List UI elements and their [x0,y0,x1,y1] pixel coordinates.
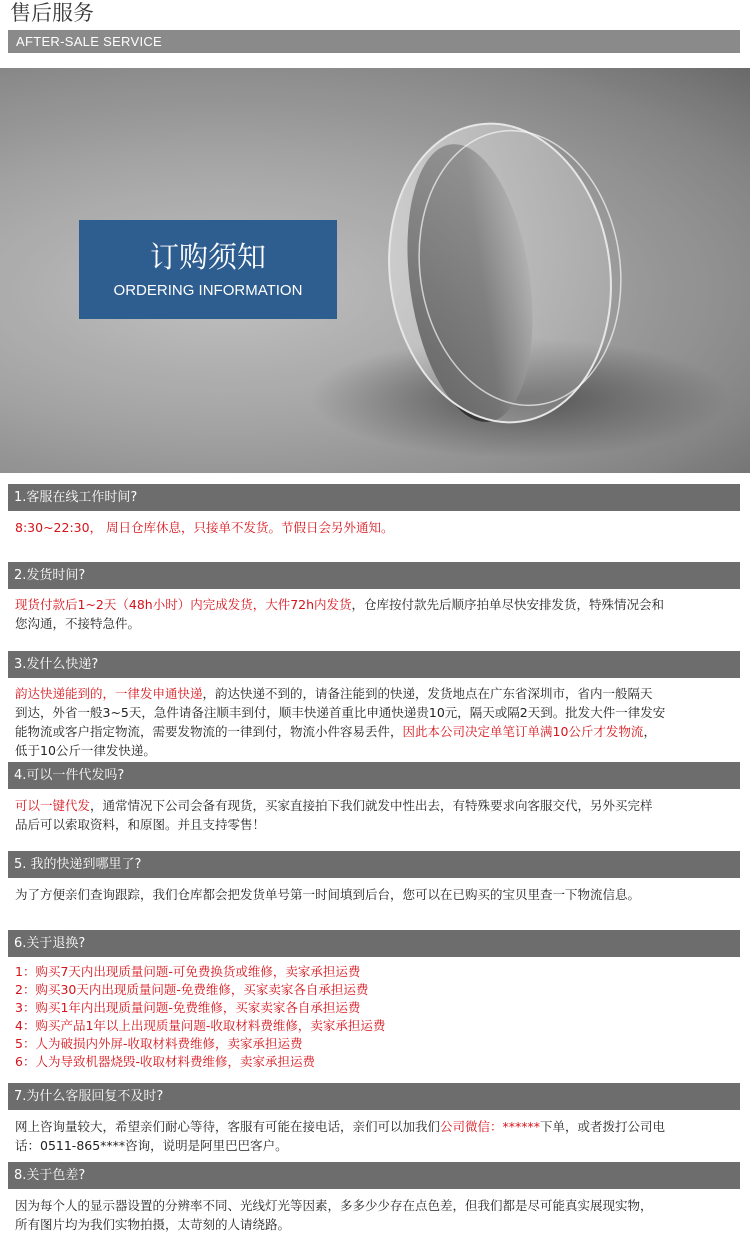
section-7-body [15,1117,740,1155]
text-run: 2：购买30天内出现质量问题-免费维修，买家卖家各自承担运费 [15,982,369,997]
text-run: ，仓库按付款先后顺序拍单尽快安排发货，特殊情况会和 [351,597,665,612]
text-line [15,1136,740,1155]
text-run: 可以一键代发 [15,798,91,813]
section-2-body [15,595,740,633]
section-6-header [8,930,740,957]
section-5-header [8,851,740,878]
section-heading: 1.客服在线工作时间? [14,490,138,505]
text-run: 公司微信：****** [440,1119,541,1134]
page-title: 售后服务 [10,1,94,25]
section-heading: 3.发什么快递? [14,657,99,672]
text-line [15,741,740,760]
text-line [15,1196,740,1215]
text-run: 韵达快递能到的，一律发申通快递 [15,686,203,701]
text-run: 3：购买1年内出现质量问题-免费维修，买家卖家各自承担运费 [15,1000,361,1015]
text-run: 能物流或客户指定物流，需要发物流的一律到付，物流小件容易丢件， [15,724,403,739]
text-run: 1：购买7天内出现质量问题-可免费换货或维修，卖家承担运费 [15,964,361,979]
section-3-header [8,651,740,678]
hero-title-cn: 订购须知 [149,240,266,274]
section-heading: 6.关于退换? [14,936,86,951]
text-run: 到达，外省一般3~5天，急件请备注顺丰到付，顺丰快递首重比申通快递贵10元，隔天或隔2天到。批发大件一律发安 [15,705,666,720]
text-run: 品后可以索取资料，和原图。并且支持零售！ [15,817,266,832]
hero-banner [0,68,750,473]
section-4-header [8,762,740,789]
section-heading: 5. 我的快递到哪里了? [14,857,142,872]
section-3-body [15,684,740,760]
section-5-body [15,885,740,904]
hero-title-en: ORDERING INFORMATION [113,282,303,299]
section-heading: 7.为什么客服回复不及时? [14,1089,164,1104]
text-line [15,815,740,834]
section-4-body [15,796,740,834]
section-1-body [15,518,740,537]
text-line [15,981,740,999]
text-run: 下单，或者拨打公司电 [540,1119,666,1134]
section-8-header [8,1162,740,1189]
text-line [15,614,740,633]
text-line [15,796,740,815]
text-run: 4：购买产品1年以上出现质量问题-收取材料费维修，卖家承担运费 [15,1018,386,1033]
text-run: ， [643,724,656,739]
section-8-body [15,1196,740,1234]
text-line [15,999,740,1017]
text-line [15,595,740,614]
section-2-header [8,562,740,589]
text-line [15,1053,740,1071]
section-heading: 4.可以一件代发吗? [14,768,125,783]
text-run: 您沟通，不接特急件。 [15,616,141,631]
text-run: ，韵达快递不到的，请备注能到的快递，发货地点在广东省深圳市，省内一般隔天 [202,686,653,701]
text-run: 所有图片均为我们实物拍摄，太苛刻的人请绕路。 [15,1217,291,1232]
text-run: 为了方便亲们查询跟踪，我们仓库都会把发货单号第一时间填到后台，您可以在已购买的宝贝里查一下物流信息。 [15,887,641,902]
text-run: 因此本公司决定单笔订单满10公斤才发物流 [402,724,644,739]
text-run: 话：0511-865****咨询，说明是阿里巴巴客户。 [15,1138,288,1153]
text-run: 6：人为导致机器烧毁-收取材料费维修，卖家承担运费 [15,1054,315,1069]
text-run: 网上咨询量较大，希望亲们耐心等待，客服有可能在接电话，亲们可以加我们 [15,1119,441,1134]
text-run: 低于10公斤一律发快递。 [15,743,156,758]
text-run: 5：人为破损内外屏-收取材料费维修，卖家承担运费 [15,1036,303,1051]
text-line [15,885,740,904]
section-7-header [8,1083,740,1110]
subtitle-bar [8,30,740,53]
text-run: 现货付款后1~2天（48h小时）内完成发货，大件72h内发货 [15,597,352,612]
section-heading: 2.发货时间? [14,568,86,583]
text-line [15,963,740,981]
text-line [15,1117,740,1136]
text-run: ，通常情况下公司会备有现货，买家直接拍下我们就发中性出去，有特殊要求向客服交代，另外买完样 [90,798,653,813]
text-line [15,1215,740,1234]
text-line [15,1035,740,1053]
text-run: 因为每个人的显示器设置的分辨率不同、光线灯光等因素，多多少少存在点色差，但我们都是尽可能真实展现实物， [15,1198,653,1213]
section-1-header [8,484,740,511]
page-subtitle: AFTER-SALE SERVICE [16,34,163,49]
text-run: 8:30~22:30， 周日仓库休息，只接单不发货。节假日会另外通知。 [15,520,394,535]
text-line [15,1017,740,1035]
text-line [15,722,740,741]
text-line [15,684,740,703]
section-6-body [15,963,740,1071]
text-line [15,703,740,722]
ordering-info-box [79,220,337,319]
section-heading: 8.关于色差? [14,1168,86,1183]
text-line [15,518,740,537]
